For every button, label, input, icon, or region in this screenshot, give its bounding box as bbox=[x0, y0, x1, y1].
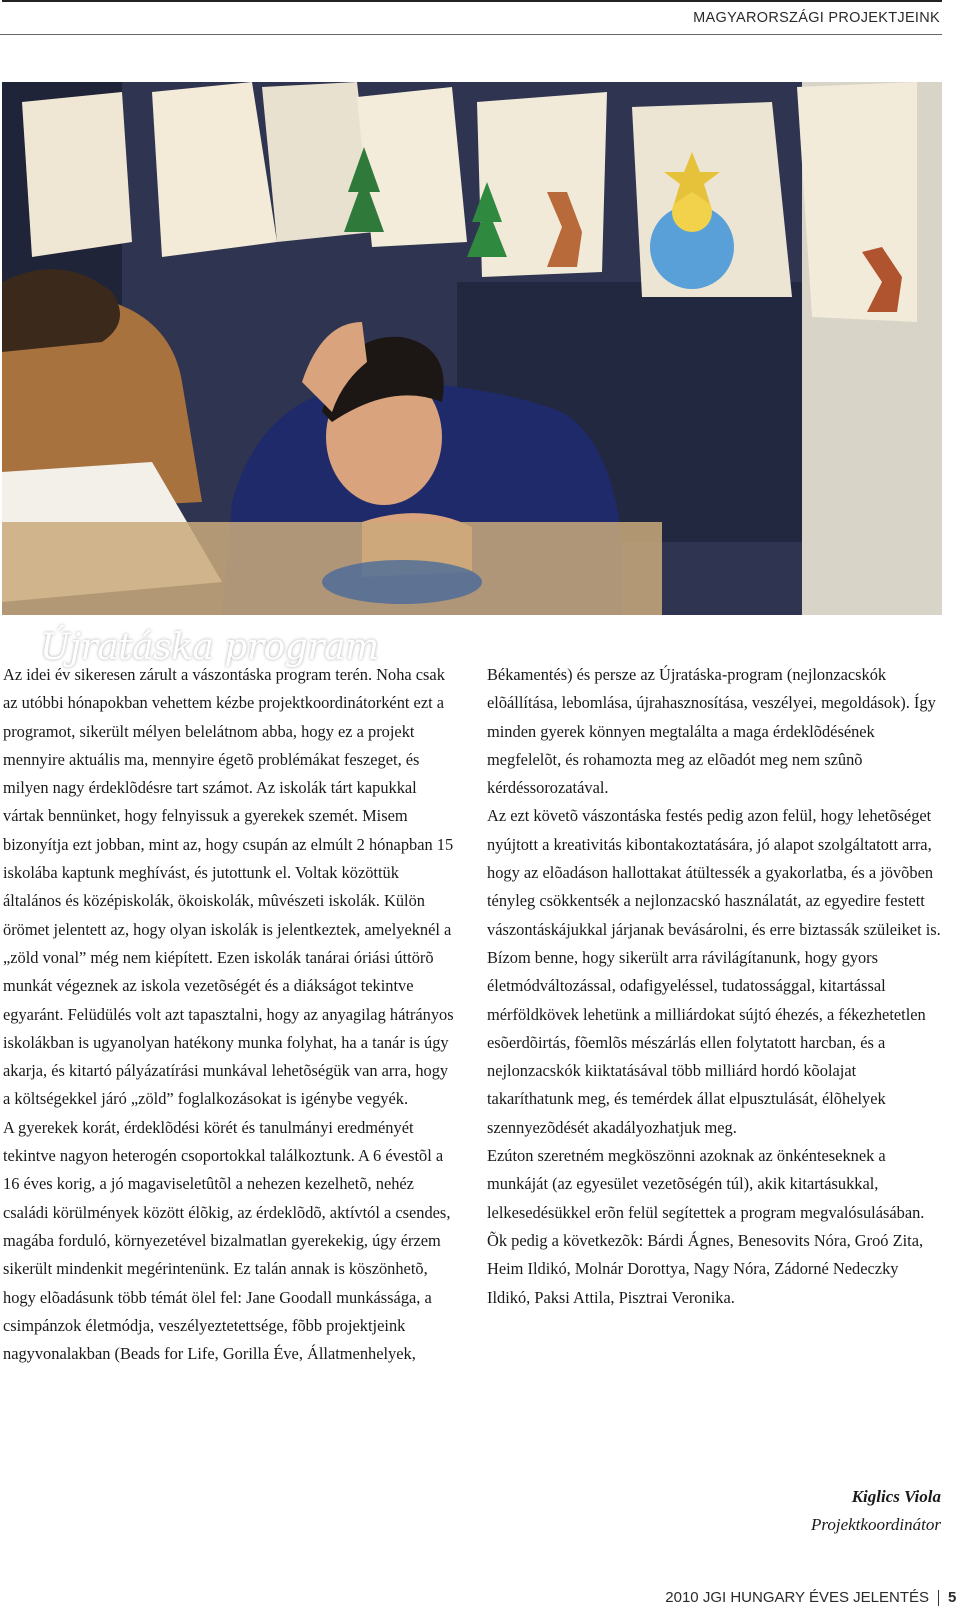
paragraph: Ezúton szeretném megköszönni azoknak az önkénteseknek a munkáját (az egyesület vezetõségén túl), akik kitartásukkal, lelkesedésükkel erõn felül segítettek a program megvalósulásában. Õk pedig a következõk: Bárdi Ágnes, Benesovits Nóra, Groó Zita, Heim Ildikó, Molnár Dorottya, Nagy Nóra, Zádorné Nedeczky Ildikó, Paksi Attila, Pisztrai Veronika. bbox=[487, 1146, 925, 1307]
page-footer bbox=[665, 1589, 960, 1606]
article-photo bbox=[2, 82, 942, 668]
signature-block bbox=[811, 1483, 941, 1539]
paragraph: Az idei év sikeresen zárult a vászontáska program terén. Noha csak az utóbbi hónapokban vehettem kézbe projektkoordinátorként ezt a programot, sikerült mélyen belelátnom abba, hogy ez a projekt mennyire aktuális ma, mennyire égetõ problémákat feszeget, és milyen nagy érdeklõdésre tart számot. Az iskolák tárt kapukkal vártak bennünket, hogy felnyissuk a gyerekek szemét. Misem bizonyítja ezt jobban, mint az, hogy csupán az elmúlt 2 hónapban 15 iskolába kaptunk meghívást, és jutottunk el. Voltak közöttük általános és középiskolák, ökoiskolák, mûvészeti iskolák. Külön örömet jelentett az, hogy olyan iskolák is jelentkeztek, amelyeknél a „zöld vonal” még nem kiépített. Ezen iskolák tanárai óriási úttörõ munkát végeznek az iskola vezetõségét és a diákságot tekintve egyaránt. Felüdülés volt azt tapasztalni, hogy az anyagilag hátrányos iskolákban is ugyanolyan hatékony munka folyhat, ha a tanár is úgy akarja, és kitartó pályázatírási munkával lehetõségük van arra, hogy a költségekkel járó „zöld” foglalkozásokat is igénybe vegyék. bbox=[3, 665, 454, 1109]
paragraph: Bízom benne, hogy sikerült arra rávilágítanunk, hogy gyors életmódváltozással, odafigyeléssel, tudatossággal, kitartással mérföldkövek lehetünk a milliárdokat sújtó éhezés, a fékezhetetlen esõerdõirtás, fõemlõs mészárlás ellen folytatott harcban, és a nejlonzacskók kiiktatásával több milliárd hordó kõolajat takaríthatunk meg, és temérdek állat elpusztulását, élõhelyek szennyezõdését akadályozhatjuk meg. bbox=[487, 947, 926, 1137]
paragraph: Az ezt követõ vászontáska festés pedig azon felül, hogy lehetõséget nyújtott a kreativitás kibontakoztatására, jó alapot szolgáltatott arra, hogy az elõadáson hallottakat átültessék a gyakorlatba, és a jövõben tényleg csökkentsék a nejlonzacskó használatát, az egyedire festett vászontáskájukkal járjanak bevásárolni, és erre biztassák szüleiket is. bbox=[487, 806, 941, 939]
photo-illustration bbox=[2, 82, 942, 615]
paragraph: Békamentés) és persze az Újratáska-program (nejlonzacskók elõállítása, lebomlása, újrahasznosítása, veszélyei, megoldások). Így minden gyerek könnyen megtalálta a maga érdeklõdésének megfelelõt, és rohamozta meg az elõadót meg nem szûnõ kérdéssorozatával. bbox=[487, 665, 936, 798]
article-column-right bbox=[487, 661, 942, 1312]
article-column-left bbox=[3, 661, 458, 1368]
footer-separator bbox=[938, 1590, 939, 1606]
footer-report-title: 2010 JGI HUNGARY ÉVES JELENTÉS bbox=[665, 1589, 929, 1606]
photo-caption: Újratáska program bbox=[40, 627, 379, 668]
signature-role: Projektkoordinátor bbox=[811, 1515, 941, 1534]
page-number: 5 bbox=[948, 1589, 957, 1606]
section-title: MAGYARORSZÁGI PROJEKTJEINK bbox=[693, 10, 940, 26]
header-divider bbox=[0, 34, 942, 35]
signature-name: Kiglics Viola bbox=[851, 1487, 941, 1506]
top-rule bbox=[2, 0, 942, 2]
paragraph: A gyerekek korát, érdeklõdési körét és tanulmányi eredményét tekintve nagyon heterogén csoportokkal találkoztunk. A 6 évestõl a 16 éves korig, a jó magaviseletûtõl a nehezen kezelhetõ, nehéz családi körülmények között élõkig, az érdeklõdõ, aktívtól a csendes, magába forduló, környezetével bizalmatlan gyerekekig, úgy érzem sikerült mindenkit megérintenünk. Ez talán annak is köszönhetõ, hogy elõadásunk több témát ölel fel: Jane Goodall munkássága, a csimpánzok életmódja, veszélyeztetettsége, fõbb projektjeink nagyvonalakban (Beads for Life, Gorilla Éve, Állatmenhelyek, bbox=[3, 1117, 451, 1364]
